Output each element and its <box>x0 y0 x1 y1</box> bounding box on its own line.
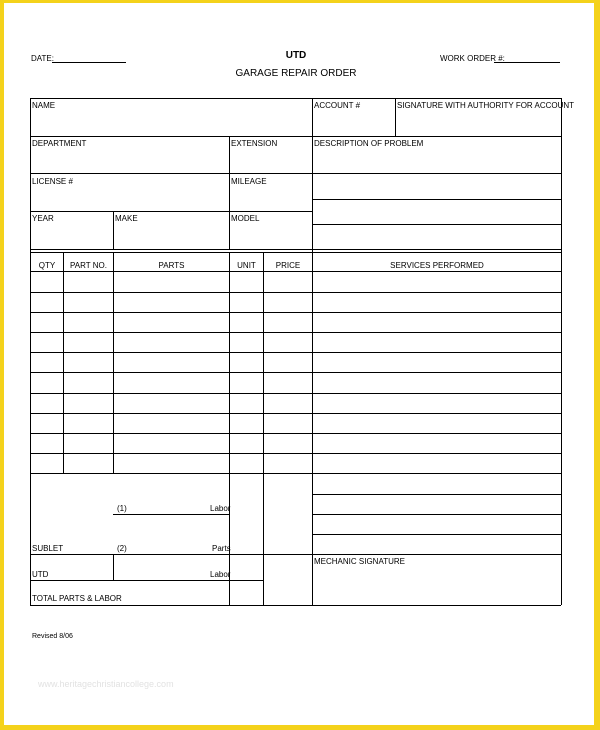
col-divider <box>263 252 264 605</box>
divider <box>229 136 230 249</box>
date-field[interactable] <box>52 62 126 63</box>
form-top-border <box>30 98 561 99</box>
col-divider <box>312 252 313 605</box>
description-label: DESCRIPTION OF PROBLEM <box>314 139 424 148</box>
model-label: MODEL <box>231 214 260 223</box>
table-row <box>30 332 561 333</box>
col-qty: QTY <box>38 261 56 270</box>
sublet-label: SUBLET <box>32 544 64 553</box>
table-row <box>30 433 561 434</box>
labor2-label: Labor <box>210 570 231 579</box>
table-row <box>30 413 561 414</box>
divider <box>312 98 313 252</box>
make-label: MAKE <box>115 214 138 223</box>
table-row <box>30 292 561 293</box>
services-line <box>312 534 561 535</box>
labor1-label: Labor <box>210 504 231 513</box>
col-parts: PARTS <box>158 261 185 270</box>
work-order-label: WORK ORDER #: <box>440 54 505 63</box>
labor-underline <box>113 514 229 515</box>
labor1-number: (1) <box>117 504 127 513</box>
table-row <box>30 473 561 474</box>
divider <box>30 136 561 137</box>
signature-authority-label: SIGNATURE WITH AUTHORITY FOR ACCOUNT <box>397 101 575 110</box>
extension-label: EXTENSION <box>231 139 278 148</box>
divider <box>30 173 561 174</box>
license-label: LICENSE # <box>32 177 73 186</box>
divider <box>30 252 561 253</box>
mechanic-signature-label: MECHANIC SIGNATURE <box>314 557 405 566</box>
year-label: YEAR <box>32 214 54 223</box>
watermark: www.heritagechristiancollege.com <box>38 679 174 689</box>
repair-order-form <box>4 3 594 725</box>
divider <box>312 224 561 225</box>
name-label: NAME <box>32 101 56 110</box>
table-row <box>30 393 561 394</box>
revised-note: Revised 8/06 <box>32 633 73 640</box>
divider <box>30 580 263 581</box>
col-divider <box>63 252 64 473</box>
parts2-number: (2) <box>117 544 127 553</box>
utd-label: UTD <box>32 570 49 579</box>
mileage-label: MILEAGE <box>231 177 267 186</box>
divider <box>113 211 114 249</box>
account-label: ACCOUNT # <box>314 101 361 110</box>
services-line <box>312 494 561 495</box>
col-part-no: PART NO. <box>70 261 107 270</box>
divider <box>30 211 312 212</box>
total-label: TOTAL PARTS & LABOR <box>32 594 122 603</box>
table-row <box>30 453 561 454</box>
col-services: SERVICES PERFORMED <box>390 261 484 270</box>
table-row <box>30 312 561 313</box>
parts2-label: Parts <box>212 544 231 553</box>
work-order-field[interactable] <box>494 62 560 63</box>
services-line <box>312 514 561 515</box>
form-title: GARAGE REPAIR ORDER <box>235 68 357 79</box>
date-label: DATE: <box>31 54 54 63</box>
divider <box>312 199 561 200</box>
table-row <box>30 352 561 353</box>
department-label: DEPARTMENT <box>32 139 87 148</box>
divider <box>30 249 561 250</box>
form-bottom-border <box>30 605 561 606</box>
col-price: PRICE <box>275 261 301 270</box>
table-header-bottom <box>30 271 561 272</box>
form-right-border <box>561 98 562 605</box>
col-divider <box>113 252 114 473</box>
divider <box>30 554 561 555</box>
divider <box>395 98 396 136</box>
col-unit: UNIT <box>237 261 256 270</box>
org-title: UTD <box>285 50 307 61</box>
divider <box>113 554 114 580</box>
table-row <box>30 372 561 373</box>
